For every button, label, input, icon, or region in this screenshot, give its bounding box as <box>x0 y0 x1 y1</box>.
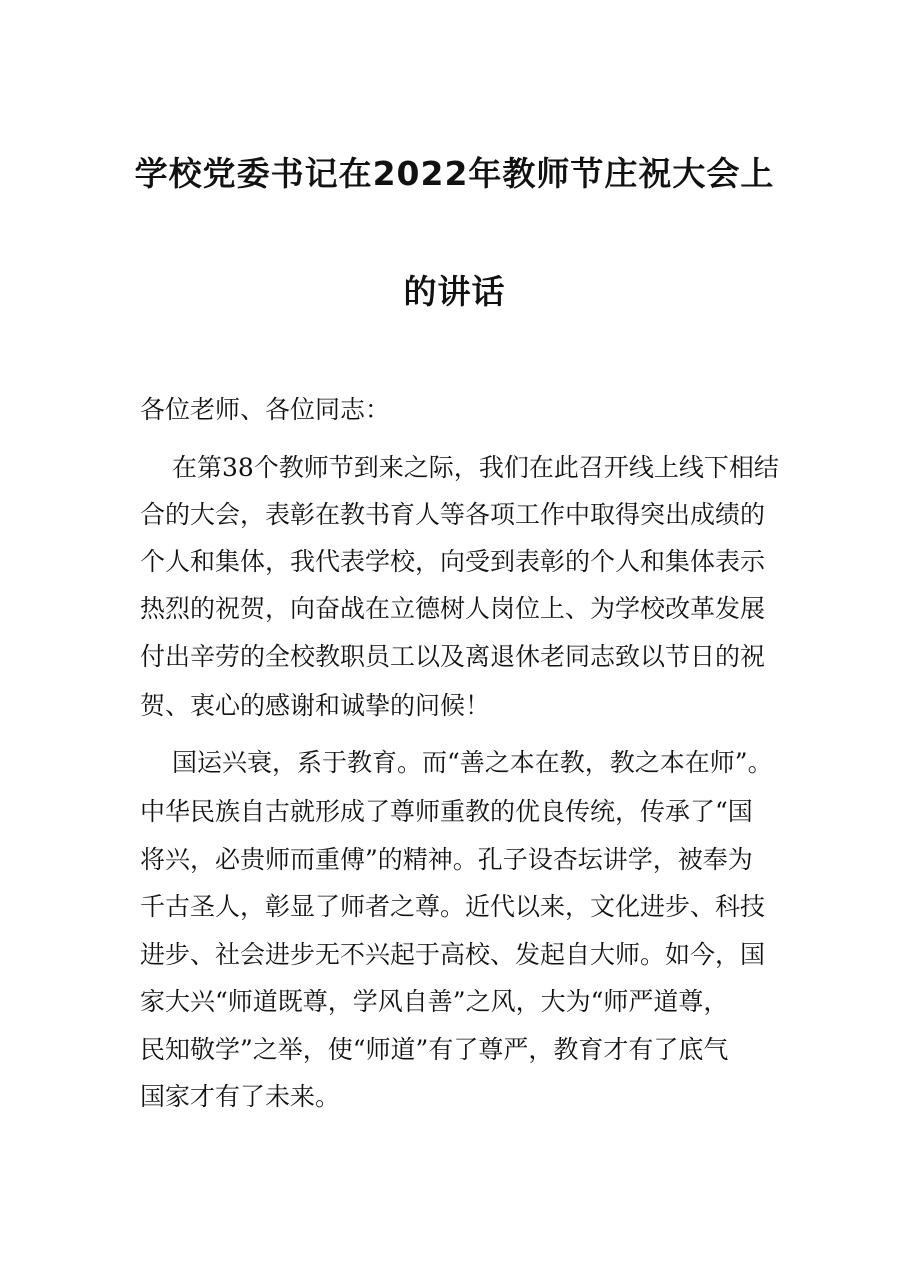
paragraph-2-line-6: 家大兴“师道既尊，学风自善”之风，大为“师严道尊， <box>140 987 729 1016</box>
document-title-line-2: 的讲话 <box>403 272 506 311</box>
paragraph-1-line-6: 贺、衷心的感谢和诚挚的问候！ <box>140 691 491 720</box>
paragraph-2-line-1: 国运兴衰，系于教育。而“善之本在教，教之本在师”。 <box>172 748 773 777</box>
paragraph-1-line-3: 个人和集体，我代表学校，向受到表彰的个人和集体表示 <box>140 547 766 576</box>
paragraph-1-line-4: 热烈的祝贺，向奋战在立德树人岗位上、为学校改革发展 <box>140 594 766 623</box>
paragraph-2-line-4: 千古圣人，彰显了师者之尊。近代以来，文化进步、科技 <box>140 892 766 921</box>
paragraph-1-line-5: 付出辛劳的全校教职员工以及离退休老同志致以节日的祝 <box>140 642 766 671</box>
salutation: 各位老师、各位同志： <box>140 395 391 424</box>
paragraph-2-line-7: 民知敬学”之举，使“师道”有了尊严，教育才有了底气 <box>140 1035 729 1064</box>
document-title-line-1: 学校党委书记在2022年教师节庄祝大会上 <box>134 154 775 193</box>
paragraph-2-line-5: 进步、社会进步无不兴起于高校、发起自大师。如今，国 <box>140 940 766 969</box>
paragraph-2-line-3: 将兴，必贵师而重傅”的精神。孔子设杏坛讲学，被奉为 <box>140 845 753 874</box>
paragraph-2-line-2: 中华民族自古就形成了尊师重教的优良传统，传承了“国 <box>140 797 753 826</box>
paragraph-1-line-2: 合的大会，表彰在教书育人等各项工作中取得突出成绩的 <box>140 500 766 529</box>
paragraph-2-line-8: 国家才有了未来。 <box>140 1082 341 1111</box>
paragraph-1-line-1: 在第38个教师节到来之际，我们在此召开线上线下相结 <box>172 453 779 482</box>
